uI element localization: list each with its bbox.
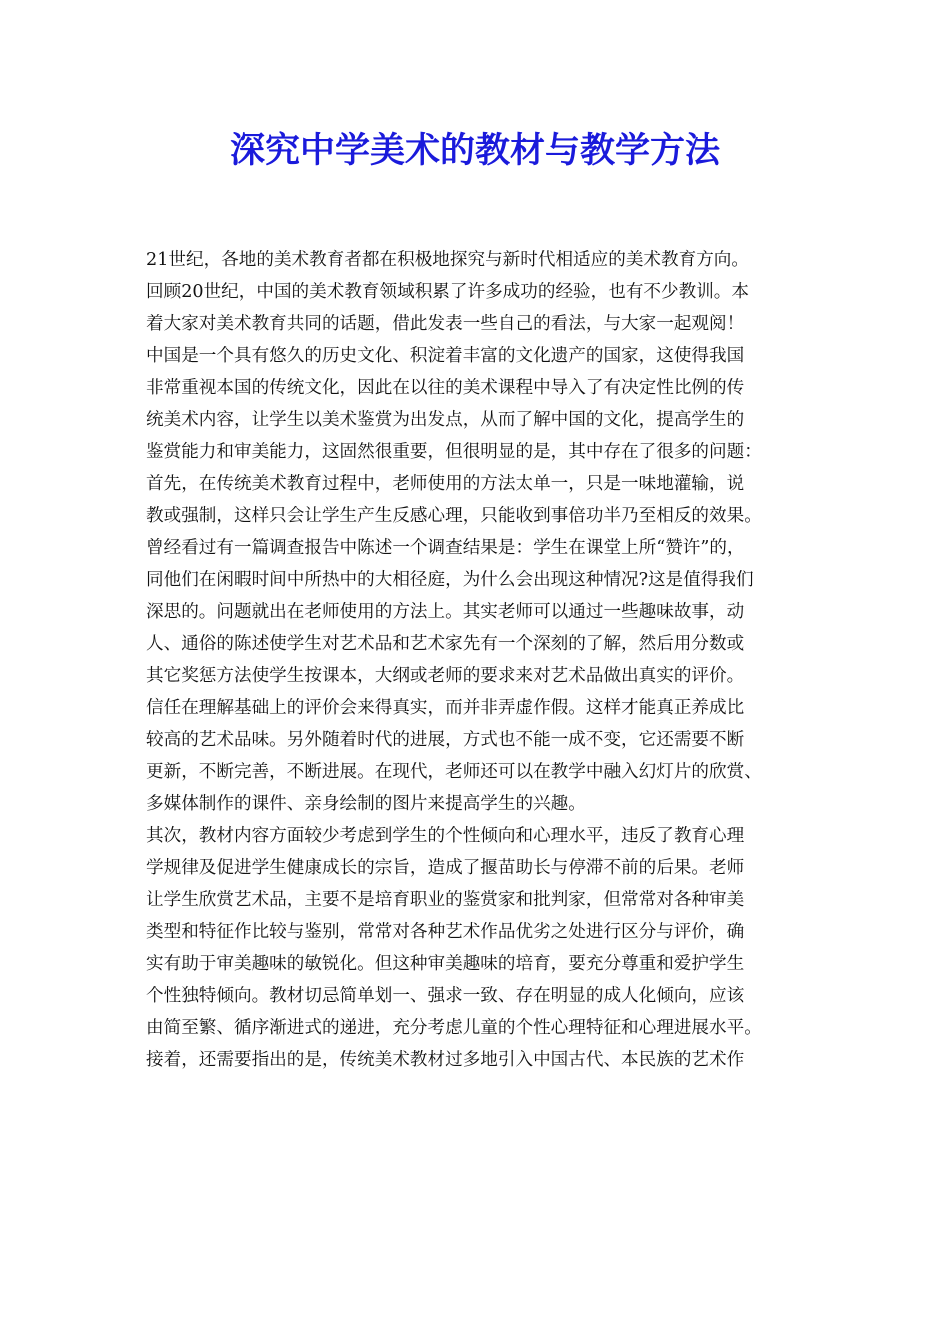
body-line: 多媒体制作的课件、亲身绘制的图片来提高学生的兴趣。 bbox=[146, 794, 586, 814]
body-line: 着大家对美术教育共同的话题，借此发表一些自己的看法，与大家一起观阅！ bbox=[146, 314, 745, 334]
body-line: 更新，不断完善，不断进展。在现代，老师还可以在教学中融入幻灯片的欣赏、 bbox=[146, 762, 762, 782]
body-line: 实有助于审美趣味的敏锐化。但这种审美趣味的培育，要充分尊重和爱护学生 bbox=[146, 954, 745, 974]
body-line: 其它奖惩方法使学生按课本，大纲或老师的要求来对艺术品做出真实的评价。 bbox=[146, 666, 745, 686]
body-line: 首先，在传统美术教育过程中，老师使用的方法太单一，只是一味地灌输，说 bbox=[146, 474, 745, 494]
body-line: 让学生欣赏艺术品，主要不是培育职业的鉴赏家和批判家，但常常对各种审美 bbox=[146, 890, 745, 910]
body-line: 个性独特倾向。教材切忌简单划一、强求一致、存在明显的成人化倾向，应该 bbox=[146, 986, 745, 1006]
body-line: 人、通俗的陈述使学生对艺术品和艺术家先有一个深刻的了解，然后用分数或 bbox=[146, 634, 745, 654]
body-line: 回顾20世纪，中国的美术教育领域积累了许多成功的经验，也有不少教训。本 bbox=[146, 282, 749, 302]
body-line: 类型和特征作比较与鉴别，常常对各种艺术作品优劣之处进行区分与评价，确 bbox=[146, 922, 745, 942]
body-line: 其次，教材内容方面较少考虑到学生的个性倾向和心理水平，违反了教育心理 bbox=[146, 826, 745, 846]
body-line: 教或强制，这样只会让学生产生反感心理，只能收到事倍功半乃至相反的效果。 bbox=[146, 506, 762, 526]
body-line: 深思的。问题就出在老师使用的方法上。其实老师可以通过一些趣味故事，动 bbox=[146, 602, 745, 622]
document-body bbox=[146, 244, 814, 1076]
body-line: 中国是一个具有悠久的历史文化、积淀着丰富的文化遗产的国家，这使得我国 bbox=[146, 346, 745, 366]
body-line: 鉴赏能力和审美能力，这固然很重要，但很明显的是，其中存在了很多的问题： bbox=[146, 442, 762, 462]
body-line: 非常重视本国的传统文化，因此在以往的美术课程中导入了有决定性比例的传 bbox=[146, 378, 745, 398]
body-line: 较高的艺术品味。另外随着时代的进展，方式也不能一成不变，它还需要不断 bbox=[146, 730, 745, 750]
body-line: 学规律及促进学生健康成长的宗旨，造成了揠苗助长与停滞不前的后果。老师 bbox=[146, 858, 745, 878]
body-line: 曾经看过有一篇调查报告中陈述一个调查结果是：学生在课堂上所“赞许”的， bbox=[146, 538, 745, 558]
body-line: 由简至繁、循序渐进式的递进，充分考虑儿童的个性心理特征和心理进展水平。 bbox=[146, 1018, 762, 1038]
body-line: 统美术内容，让学生以美术鉴赏为出发点，从而了解中国的文化，提高学生的 bbox=[146, 410, 745, 430]
document-title: 深究中学美术的教材与教学方法 bbox=[229, 131, 720, 171]
body-line: 21世纪，各地的美术教育者都在积极地探究与新时代相适应的美术教育方向。 bbox=[146, 250, 749, 270]
body-line: 同他们在闲暇时间中所热中的大相径庭，为什么会出现这种情况?这是值得我们 bbox=[146, 570, 754, 590]
body-line: 信任在理解基础上的评价会来得真实，而并非弄虚作假。这样才能真正养成比 bbox=[146, 698, 745, 718]
body-line: 接着，还需要指出的是，传统美术教材过多地引入中国古代、本民族的艺术作 bbox=[146, 1050, 745, 1070]
